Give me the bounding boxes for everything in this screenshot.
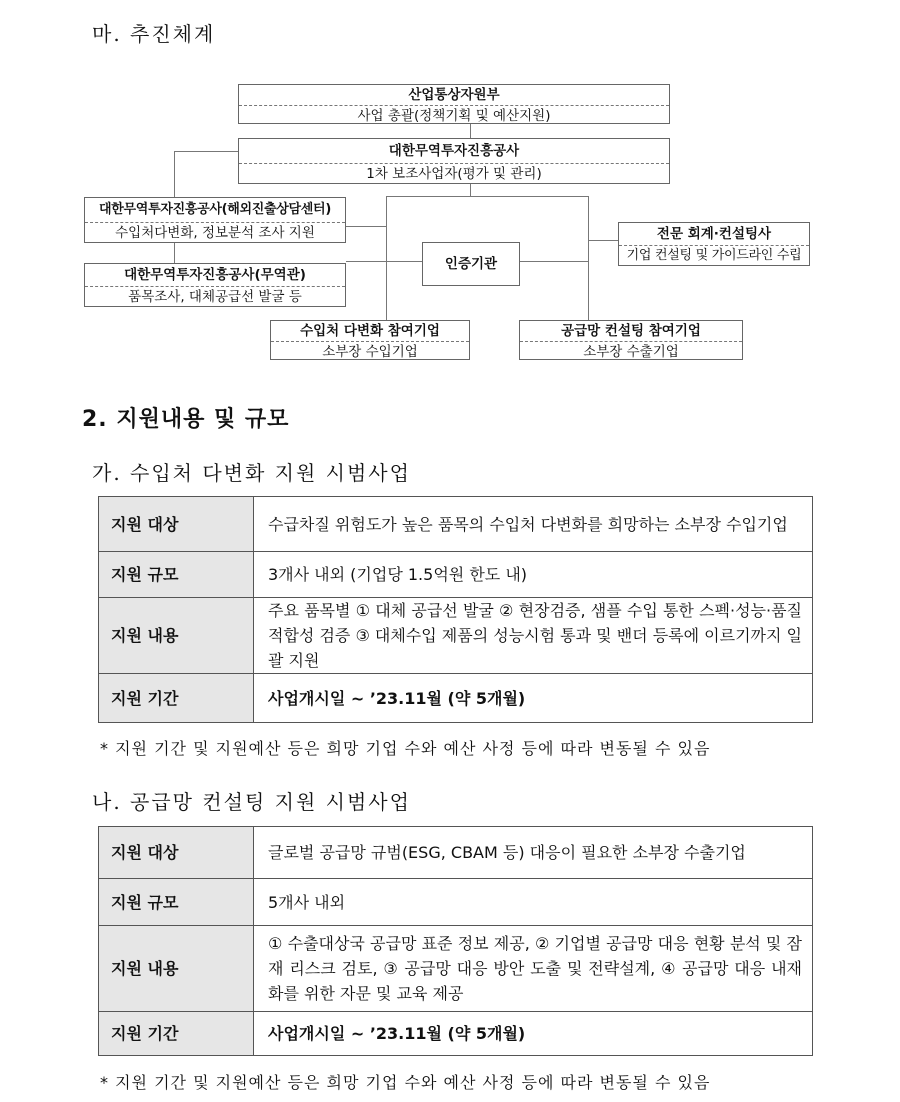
row-label: 지원 규모 [99,552,254,598]
table-row [99,674,813,723]
section-2-title: 2. 지원내용 및 규모 [82,407,290,432]
org-box-sub: 품목조사, 대체공급선 발굴 등 [85,286,345,307]
connector-line [386,196,588,197]
connector-line [588,240,618,241]
org-box-title: 대한무역투자진흥공사(해외진출상담센터) [99,202,331,217]
table-ga [98,496,813,723]
connector-line [346,261,422,262]
row-value: ① 수출대상국 공급망 표준 정보 제공, ② 기업별 공급망 대응 현황 분석 및 잠재 리스크 검토, ③ 공급망 대응 방안 도출 및 전략설계, ④ 공급망 대응 내재화를 위한 자문 및 교육 제공 [254,926,813,1012]
connector-line [520,261,588,262]
row-label: 지원 내용 [99,598,254,674]
note-na: * 지원 기간 및 지원예산 등은 희망 기업 수와 예산 사정 등에 따라 변동될 수 있음 [100,1073,711,1092]
org-box-title: 대한무역투자진흥공사 [388,143,520,159]
org-box-sub: 1차 보조사업자(평가 및 관리) [239,163,669,184]
table-na [98,826,813,1056]
org-box-title: 대한무역투자진흥공사(무역관) [124,267,306,283]
section-ma-title: 마. 추진체계 [92,22,216,46]
org-box-cert [422,242,520,286]
row-label: 지원 기간 [99,1012,254,1056]
org-box-consult [618,222,810,266]
org-box-sub: 기업 컨설팅 및 가이드라인 수립 [619,245,809,265]
org-box-title: 공급망 컨설팅 참여기업 [561,323,701,339]
note-ga: * 지원 기간 및 지원예산 등은 희망 기업 수와 예산 사정 등에 따라 변동될 수 있음 [100,739,711,758]
subsection-ga-title: 가. 수입처 다변화 지원 시범사업 [92,461,411,485]
org-box-sub: 수입처다변화, 정보분석 조사 지원 [85,222,345,243]
connector-line [174,151,175,197]
table-row [99,879,813,926]
table-row [99,1012,813,1056]
connector-line [470,184,471,196]
org-box-trade-office [84,263,346,307]
row-label: 지원 내용 [99,926,254,1012]
row-label: 지원 대상 [99,827,254,879]
connector-line [346,226,386,227]
org-box-sub: 사업 총괄(정책기획 및 예산지원) [239,105,669,126]
table-row [99,926,813,1012]
row-label: 지원 규모 [99,879,254,926]
connector-line [386,196,387,320]
connector-line [588,196,589,320]
org-box-title: 수입처 다변화 참여기업 [300,323,440,339]
row-value: 주요 품목별 ① 대체 공급선 발굴 ② 현장검증, 샘플 수입 통한 스펙·성능·품질 적합성 검증 ③ 대체수입 제품의 성능시험 통과 및 밴더 등록에 이르기까지 일괄 지원 [254,598,813,674]
row-value: 사업개시일 ~ ’23.11월 (약 5개월) [254,674,813,723]
org-box-title: 산업통상자원부 [408,87,500,103]
org-box-supply-firms [519,320,743,360]
row-label: 지원 기간 [99,674,254,723]
row-value: 글로벌 공급망 규범(ESG, CBAM 등) 대응이 필요한 소부장 수출기업 [254,827,813,879]
org-box-title: 전문 회계·컨설팅사 [656,226,772,242]
connector-line [470,124,471,138]
table-row [99,598,813,674]
subsection-na-title: 나. 공급망 컨설팅 지원 시범사업 [92,790,411,814]
org-box-import-firms [270,320,470,360]
org-box-overseas-center [84,197,346,243]
org-box-sub: 소부장 수입기업 [271,341,469,362]
table-row [99,827,813,879]
connector-line [174,243,175,263]
table-row [99,552,813,598]
org-box-sub: 소부장 수출기업 [520,341,742,362]
row-label: 지원 대상 [99,497,254,552]
org-box-title: 인증기관 [444,256,498,272]
table-row [99,497,813,552]
row-value: 사업개시일 ~ ’23.11월 (약 5개월) [254,1012,813,1056]
row-value: 수급차질 위험도가 높은 품목의 수입처 다변화를 희망하는 소부장 수입기업 [254,497,813,552]
row-value: 3개사 내외 (기업당 1.5억원 한도 내) [254,552,813,598]
connector-line [174,151,238,152]
org-box-kotra [238,138,670,184]
row-value: 5개사 내외 [254,879,813,926]
org-box-motie [238,84,670,124]
